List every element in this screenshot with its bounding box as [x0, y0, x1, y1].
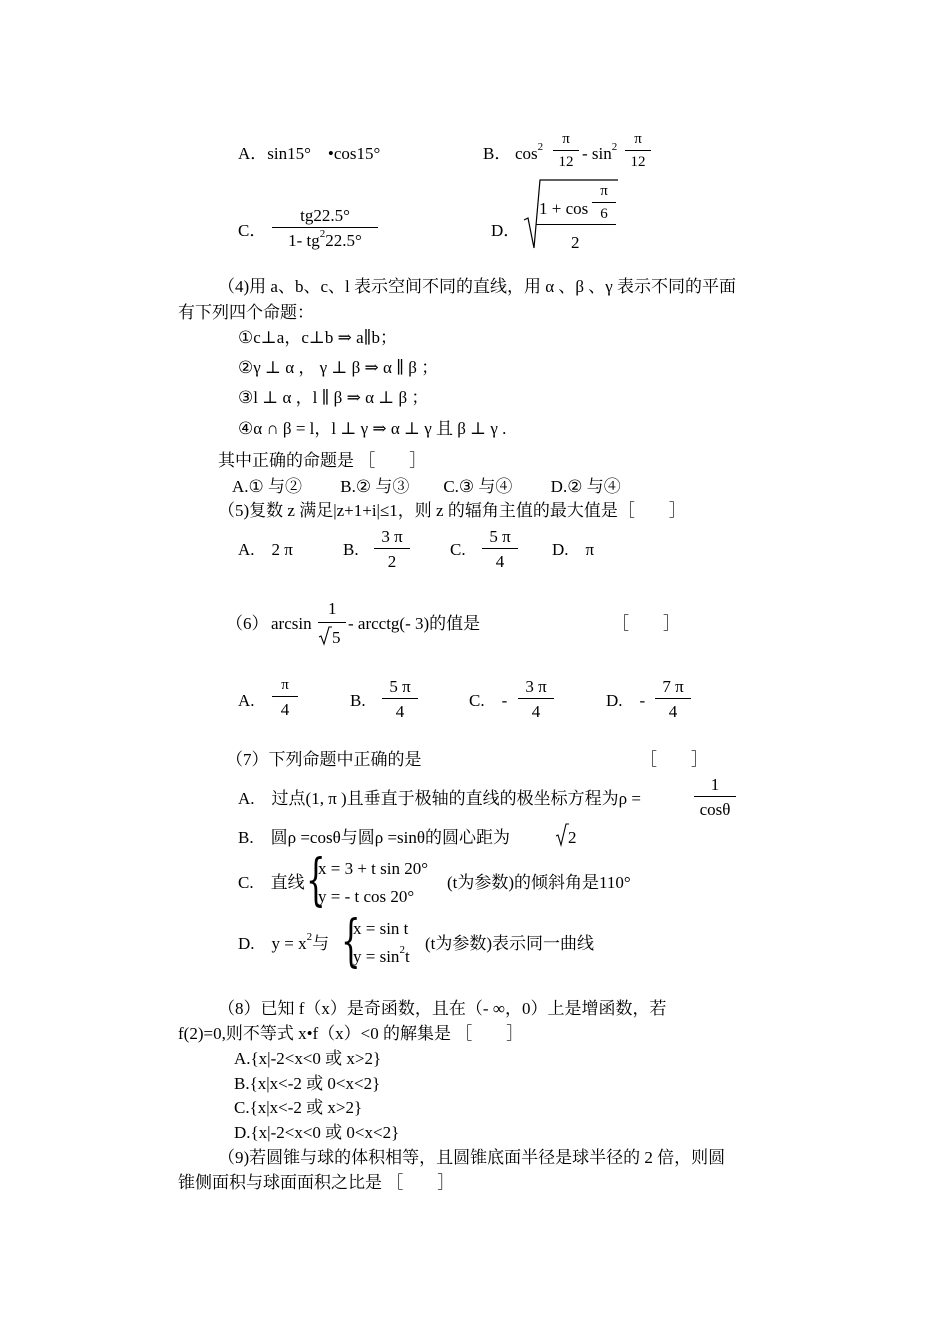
q6-option-d-label: D. - — [606, 691, 646, 710]
q3-option-b-cos: $\cos^2$ — [515, 141, 544, 163]
q4-proposition-1: ①c⊥a，c⊥b ⇒ a∥b； — [238, 328, 397, 347]
q8-stem-line2: f(2)=0,则不等式 x•f（x）<0 的解集是 ［ ］ — [178, 1024, 524, 1043]
q8-option-c: C.{x|x<-2 或 x>2} — [234, 1098, 363, 1117]
q7-option-d-post: (t为参数)表示同一曲线 — [425, 934, 595, 953]
q3-option-b-label: B． — [483, 144, 512, 163]
q7-option-a: A. 过点(1, π )且垂直于极轴的直线的极坐标方程为ρ = — [238, 789, 642, 808]
q6-option-c-label: C. - — [469, 691, 508, 710]
q6-label: （6） — [226, 614, 269, 633]
q7-option-b-radical — [555, 823, 569, 847]
q6-tail: - arcctg(- 3)的值是 — [348, 614, 481, 633]
q7-option-c-eq2: y = - t cos 20° — [318, 887, 415, 906]
q6-frac-bar — [318, 622, 346, 623]
q6-numerator: 1 — [328, 599, 337, 618]
q4-proposition-3: ③l ⊥ α ，l ∥ β ⇒ α ⊥ β ； — [238, 388, 429, 407]
q6-option-a-label: A. — [238, 691, 255, 710]
q6-option-b-label: B. — [350, 691, 366, 710]
q7-option-d-eq1: x = sin t — [353, 919, 409, 938]
q7-option-b-root: 2 — [568, 828, 577, 847]
q7-option-c-eq1: x = 3 + t sin 20° — [318, 859, 429, 878]
q7-bracket: ［ ］ — [640, 750, 708, 769]
q7-option-b: B. 圆ρ =cosθ与圆ρ =sinθ的圆心距为 — [238, 828, 511, 847]
q5-option-c-label: C. — [450, 540, 466, 559]
q4-proposition-2: ②γ ⊥ α ， γ ⊥ β ⇒ α ∥ β ； — [238, 358, 439, 377]
q8-option-a: A.{x|-2<x<0 或 x>2} — [234, 1049, 382, 1068]
q7-option-a-frac: 1 cosθ — [694, 776, 736, 818]
q7-option-d-pre: D. $y = x^2$与 — [238, 931, 330, 953]
q5-option-d: D. π — [552, 540, 595, 559]
q8-option-b: B.{x|x<-2 或 0<x<2} — [234, 1074, 381, 1093]
q3-option-d-bar — [536, 224, 616, 225]
q7-option-c-brace: { — [306, 848, 326, 913]
q3-option-b-frac1: π 12 — [553, 132, 579, 170]
q3-option-c-label: C． — [238, 221, 267, 240]
q5-option-a: A. 2 π — [238, 540, 293, 559]
q3-option-b-sin: - $\sin^2$ — [582, 141, 618, 163]
q4-options: A.① 与② B.② 与③ C.③ 与④ D.② 与④ — [232, 477, 621, 496]
q6-radical — [318, 626, 332, 646]
q4-stem-line2: 有下列四个命题： — [178, 303, 314, 322]
q8-stem-line1: （8）已知 f（x）是奇函数，且在（- ∞，0）上是增函数，若 — [218, 999, 667, 1018]
q5-option-b-frac: 3 π 2 — [374, 528, 410, 570]
q3-option-d-label: D． — [491, 221, 521, 240]
q3-option-c-frac: tg22.5° 1- $tg^222.5^\circ$ — [272, 207, 378, 249]
q6-bracket: ［ ］ — [612, 614, 680, 633]
q5-option-c-frac: 5 π 4 — [482, 528, 518, 570]
q7-option-d-brace: { — [341, 909, 361, 974]
q8-option-d: D.{x|-2<x<0 或 0<x<2} — [234, 1123, 400, 1142]
q4-proposition-4: ④α ∩ β = l，l ⊥ γ ⇒ α ⊥ γ 且 β ⊥ γ . — [238, 419, 507, 438]
q4-stem-line1: （4)用 a、b、c、l 表示空间不同的直线，用 α 、β 、γ 表示不同的平面 — [218, 277, 737, 296]
q3-option-a: A．sin15° •cos15° — [238, 144, 381, 163]
q7-option-c-post: (t为参数)的倾斜角是110° — [447, 873, 631, 892]
q3-option-d-num: 1 + cos — [539, 199, 589, 218]
q9-stem-line2: 锥侧面积与球面面积之比是 ［ ］ — [178, 1173, 455, 1192]
q6-arcsin: arcsin — [271, 614, 312, 633]
q3-option-d-inner-frac: π 6 — [592, 184, 616, 222]
q9-stem-line1: （9)若圆锥与球的体积相等，且圆锥底面半径是球半径的 2 倍，则圆 — [218, 1148, 726, 1167]
q6-option-c-frac: 3 π 4 — [518, 678, 554, 720]
q4-question: 其中正确的命题是 ［ ］ — [218, 451, 427, 470]
q5-stem: （5)复数 z 满足|z+1+i|≤1，则 z 的辐角主值的最大值是［ ］ — [218, 501, 686, 520]
q3-option-d-den: 2 — [571, 233, 580, 252]
q7-option-c-pre: C. 直线 — [238, 873, 305, 892]
q7-option-d-eq2: $y = \sin^2t$ — [353, 944, 410, 966]
q6-option-d-frac: 7 π 4 — [655, 678, 691, 720]
q5-option-b-label: B. — [343, 540, 359, 559]
q6-option-a-frac: π 4 — [272, 678, 298, 718]
q6-option-b-frac: 5 π 4 — [382, 678, 418, 720]
q7-stem: （7）下列命题中正确的是 — [226, 750, 422, 769]
q6-root-5: 5 — [332, 628, 341, 647]
q3-option-b-frac2: π 12 — [625, 132, 651, 170]
